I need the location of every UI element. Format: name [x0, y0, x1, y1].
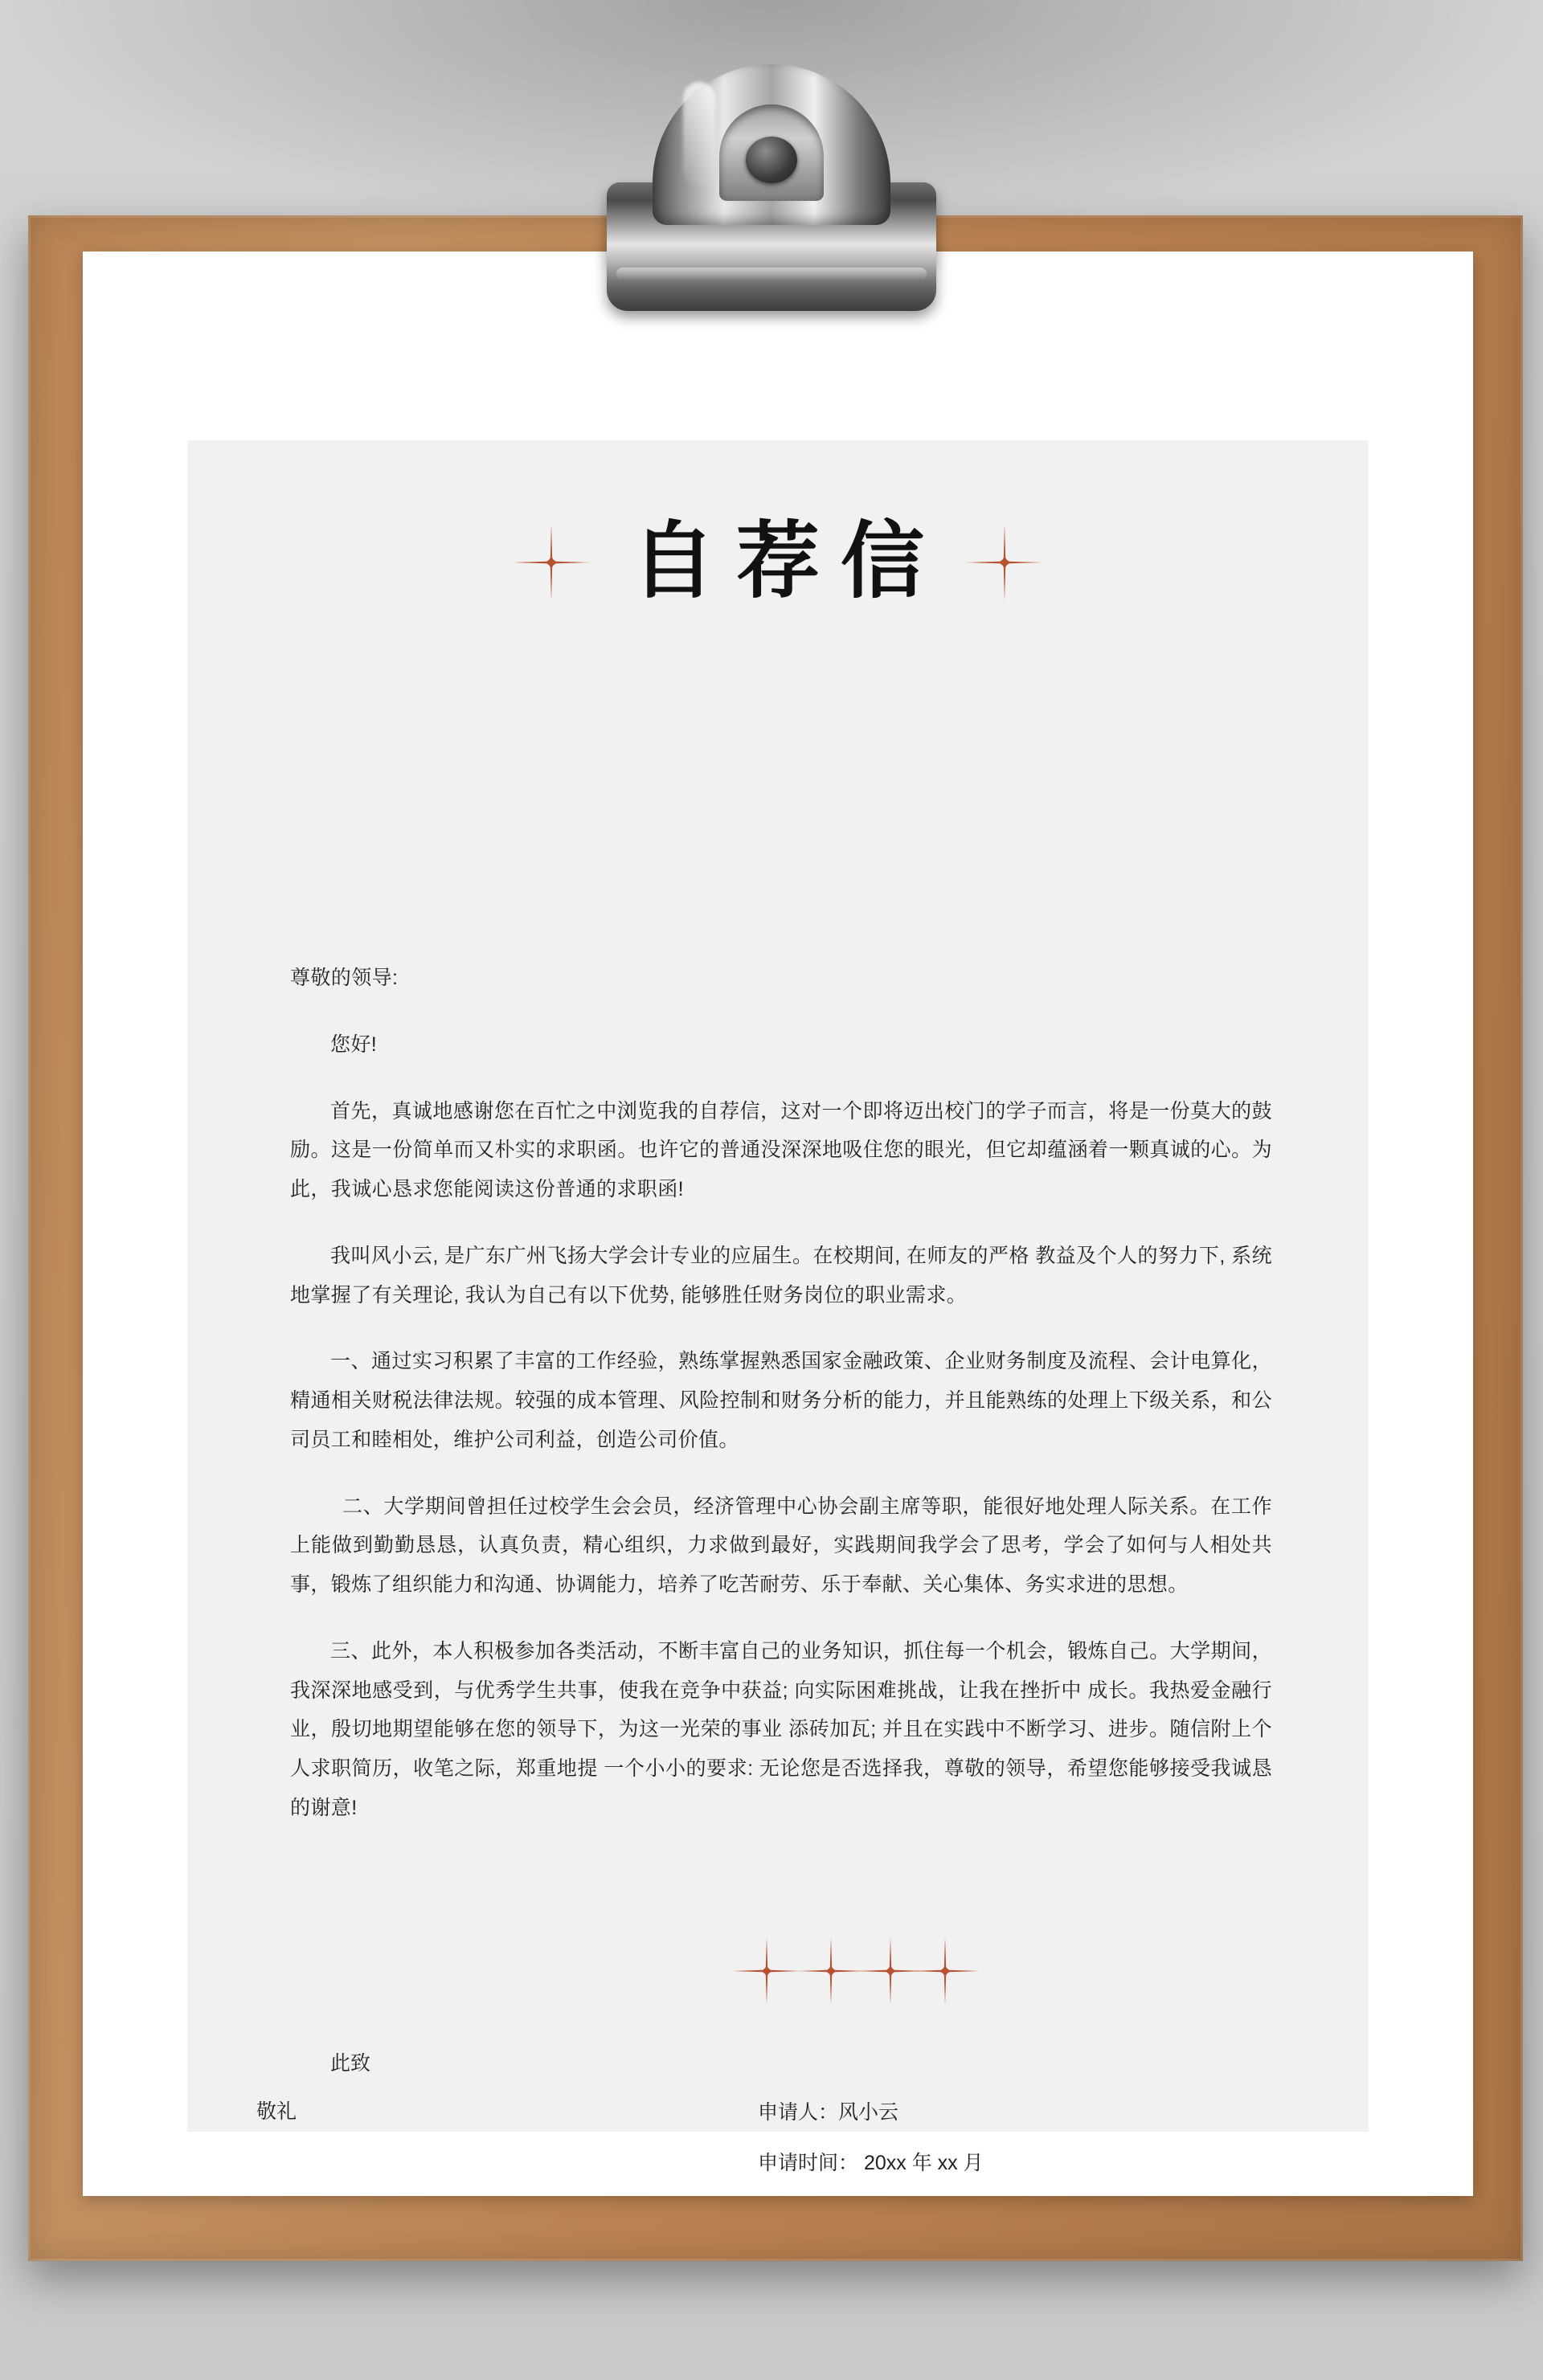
page-title	[187, 516, 1369, 608]
signature-block	[758, 2088, 984, 2188]
four-point-star-icon-3	[870, 1951, 911, 1991]
paragraph-3: 一、通过实习积累了丰富的工作经验，熟练掌握熟悉国家金融政策、企业财务制度及流程、会计电算化，精通相关财税法律法规。较强的成本管理、风险控制和财务分析的能力，并且能熟练的处理上下级关系，和公司员工和睦相处，维护公司利益，创造公司价值。	[290, 1350, 1272, 1451]
paragraph-1: 首先，真诚地感谢您在百忙之中浏览我的自荐信，这对一个即将迈出校门的学子而言，将是一份莫大的鼓励。这是一份简单而又朴实的求职函。也许它的普通没深深地吸住您的眼光，但它却蕴涵着一颗真诚的心。为此，我诚心恳求您能阅读这份普通的求职函!	[290, 1099, 1272, 1200]
clip-pin-icon	[746, 137, 797, 183]
paragraph-5: 三、此外，本人积极参加各类活动，不断丰富自己的业务知识，抓住每一个机会，锻炼自己。大学期间，我深深地感受到，与优秀学生共事，使我在竞争中获益; 向实际困难挑战，让我在挫折中 成长。我热爱金融行业，殷切地期望能够在您的领导下，为这一光荣的事业 添砖加瓦; 并且在实践中不断学习、进步。随信附上个人求职简历，收笔之际，郑重地提 一个小小的要求: 无论您是否选择我，尊敬的领导，希望您能够接受我诚恳的谢意!	[290, 1639, 1272, 1819]
clip-highlight	[683, 82, 715, 186]
closing-line-2: 敬礼	[256, 2100, 297, 2123]
paper-sheet	[83, 251, 1473, 2196]
clipboard	[28, 215, 1523, 2261]
letter-body	[290, 959, 1272, 1855]
paragraph-2: 我叫风小云, 是广东广州飞扬大学会计专业的应届生。在校期间, 在师友的严格 教益及个人的努力下, 系统地掌握了有关理论, 我认为自己有以下优势, 能够胜任财务岗位的职业需求。	[290, 1244, 1272, 1307]
four-point-star-icon-right	[966, 524, 1043, 601]
four-point-star-icon-2	[803, 1943, 859, 1999]
four-point-star-icon-4	[922, 1948, 968, 1994]
four-point-star-icon-left	[513, 524, 590, 601]
page-title-text: 自荐信	[631, 516, 945, 608]
applicant-name: 申请人：风小云	[758, 2101, 899, 2124]
metal-clip	[563, 50, 980, 339]
letter-page	[187, 440, 1369, 2174]
salutation: 尊敬的领导:	[290, 967, 399, 989]
closing-line-1: 此致	[330, 2052, 371, 2075]
paragraph-4: 二、大学期间曾担任过校学生会会员，经济管理中心协会副主席等职，能很好地处理人际关系。在工作上能做到勤勤恳恳，认真负责，精心组织，力求做到最好，实践期间我学会了思考，学会了如何与人相处共事，锻炼了组织能力和沟通、协调能力，培养了吃苦耐劳、乐于奉献、关心集体、务实求进的思想。	[290, 1495, 1272, 1596]
bottom-star-decoration	[742, 1943, 968, 1999]
greeting: 您好!	[330, 1033, 378, 1056]
application-date: 申请时间： 20xx 年 xx 月	[758, 2151, 984, 2174]
four-point-star-icon-1	[742, 1946, 792, 1996]
